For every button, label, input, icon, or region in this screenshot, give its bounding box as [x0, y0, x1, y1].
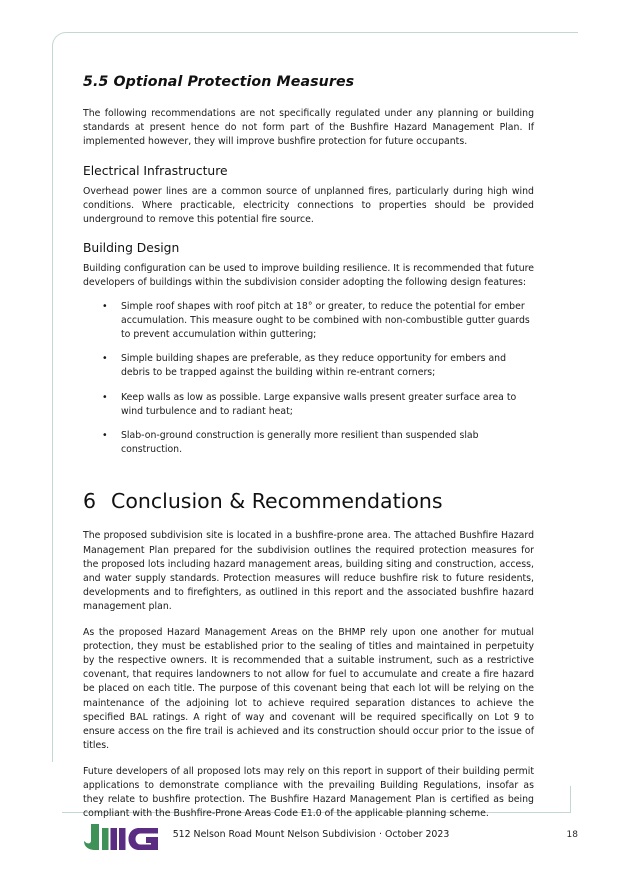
- bullet-icon: •: [102, 300, 108, 312]
- list-item: [83, 391, 534, 419]
- electrical-infrastructure-paragraph: Overhead power lines are a common source of unplanned fires, particularly during high wind conditions. Where practicable, electricity connections to properties should be provided underground to remove this potential fire source.: [83, 185, 534, 226]
- section-number: 6: [83, 489, 97, 514]
- list-item-text: Keep walls as low as possible. Large expansive walls present greater surface area to wind turbulence and to radiant heat;: [121, 391, 517, 417]
- building-design-feature-list: [83, 300, 534, 458]
- section-5-5-intro-paragraph: The following recommendations are not specifically regulated under any planning or building standards at present hence do not form part of the Bushfire Hazard Management Plan. If implemented however, they will improve bushfire protection for future occupants.: [83, 108, 534, 148]
- bullet-icon: •: [102, 430, 108, 442]
- page-frame-right-border: [570, 786, 571, 813]
- section-title: Conclusion & Recommendations: [111, 489, 443, 514]
- footer-caption: 512 Nelson Road Mount Nelson Subdivision · October 2023: [172, 829, 450, 840]
- document-content: [83, 74, 534, 832]
- list-item-text: Slab-on-ground construction is generally more resilient than suspended slab construction.: [121, 430, 479, 456]
- building-design-paragraph: Building configuration can be used to improve building resilience. It is recommended that future developers of buildings within the subdivision consider adopting the following design features:: [83, 263, 534, 289]
- conclusion-paragraph-3: Future developers of all proposed lots may rely on this report in support of their building permit applications to demonstrate compliance with the prevailing Building Regulations, insofar as they relate to bushfire protection. The Bushfire Hazard Management Plan is certified as being compliant with the Bushfire-Prone Areas Code E1.0 of the applicable planning scheme.: [83, 765, 534, 820]
- section-heading-6: [83, 489, 534, 513]
- page-number: 18: [566, 830, 578, 840]
- heading-electrical-infrastructure: Electrical Infrastructure: [83, 163, 228, 178]
- section-heading-5-5: 5.5 Optional Protection Measures: [83, 74, 355, 90]
- bullet-icon: •: [102, 353, 108, 365]
- list-item: [83, 352, 534, 380]
- conclusion-paragraph-2: As the proposed Hazard Management Areas on the BHMP rely upon one another for mutual protection, they must be established prior to the sealing of titles and maintained in perpetuity by the respective owners. It is recommended that a suitable instrument, such as a restrictive covenant, that requires landowners to not allow for fuel to accumulate and create a fire hazard be placed on each title. The purpose of this covenant being that each lot will be relying on the maintenance of the adjoining lot to achieve required separation distances to achieve the specified BAL ratings. A right of way and covenant will be required specifically on Lot 9 to ensure access on the fire trail is achieved and its construction should occur prior to the issue of titles.: [83, 626, 534, 752]
- list-item: [83, 429, 534, 457]
- conclusion-paragraph-1: The proposed subdivision site is located in a bushfire-prone area. The attached Bushfire Hazard Management Plan prepared for the subdivision outlines the required protection measures for the proposed lots including hazard management areas, building siting and construction, access, and water supply standards. Protection measures will reduce bushfire risk to future residents, developments and to firefighters, as outlined in this report and the associated bushfire hazard management plan.: [83, 530, 534, 613]
- list-item-text: Simple building shapes are preferable, as they reduce opportunity for embers and debris to be trapped against the building within re-entrant corners;: [121, 353, 507, 379]
- bullet-icon: •: [102, 391, 108, 403]
- page-frame-left-border: [52, 46, 53, 762]
- heading-building-design: Building Design: [83, 241, 180, 256]
- page-footer: [0, 820, 622, 860]
- page-frame-top-border: [66, 32, 578, 33]
- list-item-text: Simple roof shapes with roof pitch at 18° or greater, to reduce the potential for ember accumulation. This measure ought to be combined with non-combustible gutter guards to prevent accumulation within guttering;: [121, 300, 530, 341]
- list-item: [83, 300, 534, 343]
- page-frame-corner: [52, 32, 78, 58]
